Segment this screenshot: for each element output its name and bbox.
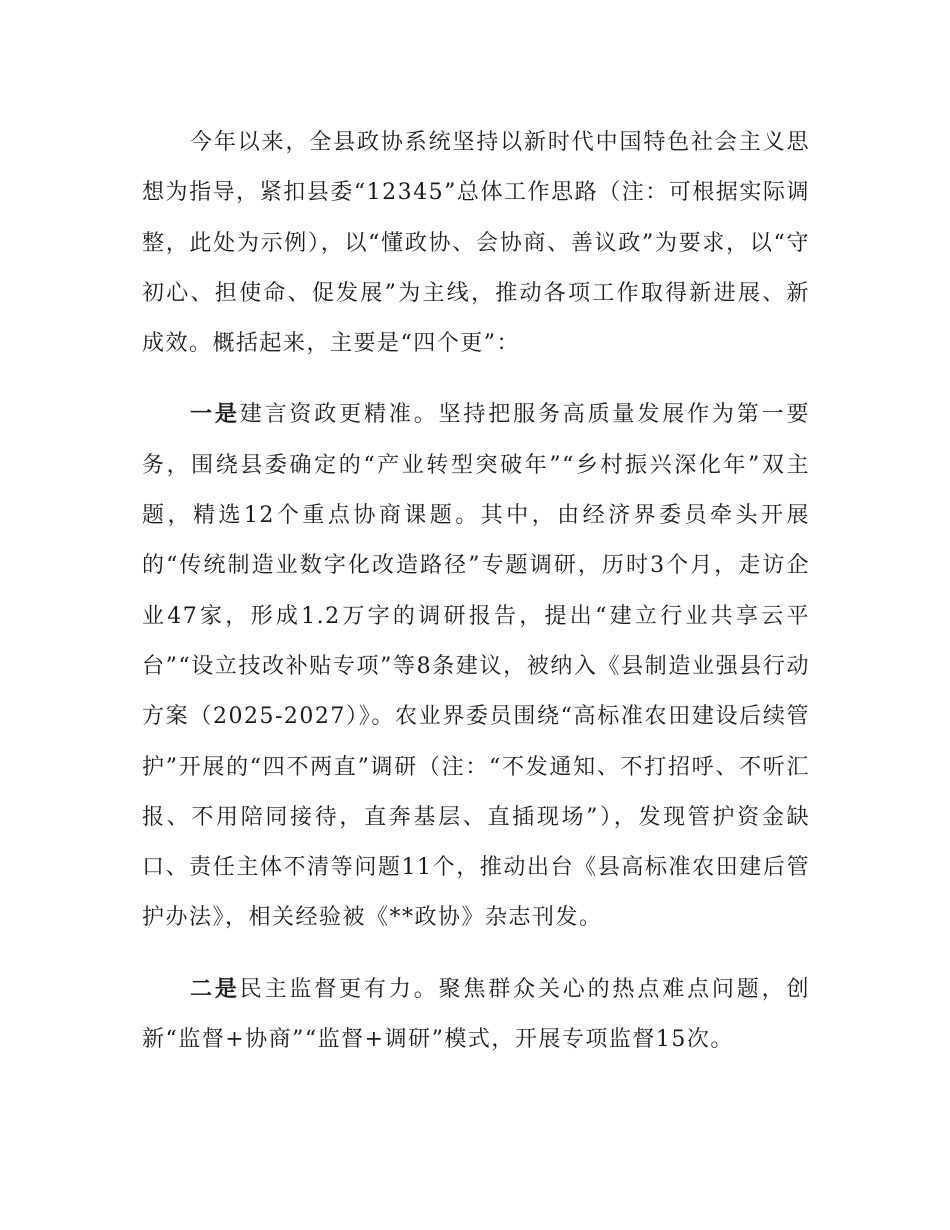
intro-paragraph-text: 今年以来，全县政协系统坚持以新时代中国特色社会主义思想为指导，紧扣县委“12345”总体工作思路（注：可根据实际调整，此处为示例），以“懂政协、会协商、善议政”为要求，以“守初心、担使命、促发展”为主线，推动各项工作取得新进展、新成效。概括起来，主要是“四个更”： [142, 130, 810, 357]
document-body [142, 118, 810, 1086]
point-one-lead: 一是 [190, 402, 240, 428]
point-one-text: 建言资政更精准。坚持把服务高质量发展作为第一要务，围绕县委确定的“产业转型突破年”“乡村振兴深化年”双主题，精选12个重点协商课题。其中，由经济界委员牵头开展的“传统制造业数字化改造路径”专题调研，历时3个月，走访企业47家，形成1.2万字的调研报告，提出“建立行业共享云平台”“设立技改补贴专项”等8条建议，被纳入《县制造业强县行动方案（2025-2027）》。农业界委员围绕“高标准农田建设后续管护”开展的“四不两直”调研（注：“不发通知、不打招呼、不听汇报、不用陪同接待，直奔基层、直插现场”），发现管护资金缺口、责任主体不清等问题11个，推动出台《县高标准农田建后管护办法》，相关经验被《**政协》杂志刊发。 [142, 402, 810, 931]
point-two-paragraph [142, 965, 810, 1066]
point-two-text: 民主监督更有力。聚焦群众关心的热点难点问题，创新“监督+协商”“监督+调研”模式，开展专项监督15次。 [142, 976, 810, 1053]
point-two-lead: 二是 [190, 976, 240, 1002]
point-one-paragraph [142, 390, 810, 943]
intro-paragraph [142, 118, 810, 369]
